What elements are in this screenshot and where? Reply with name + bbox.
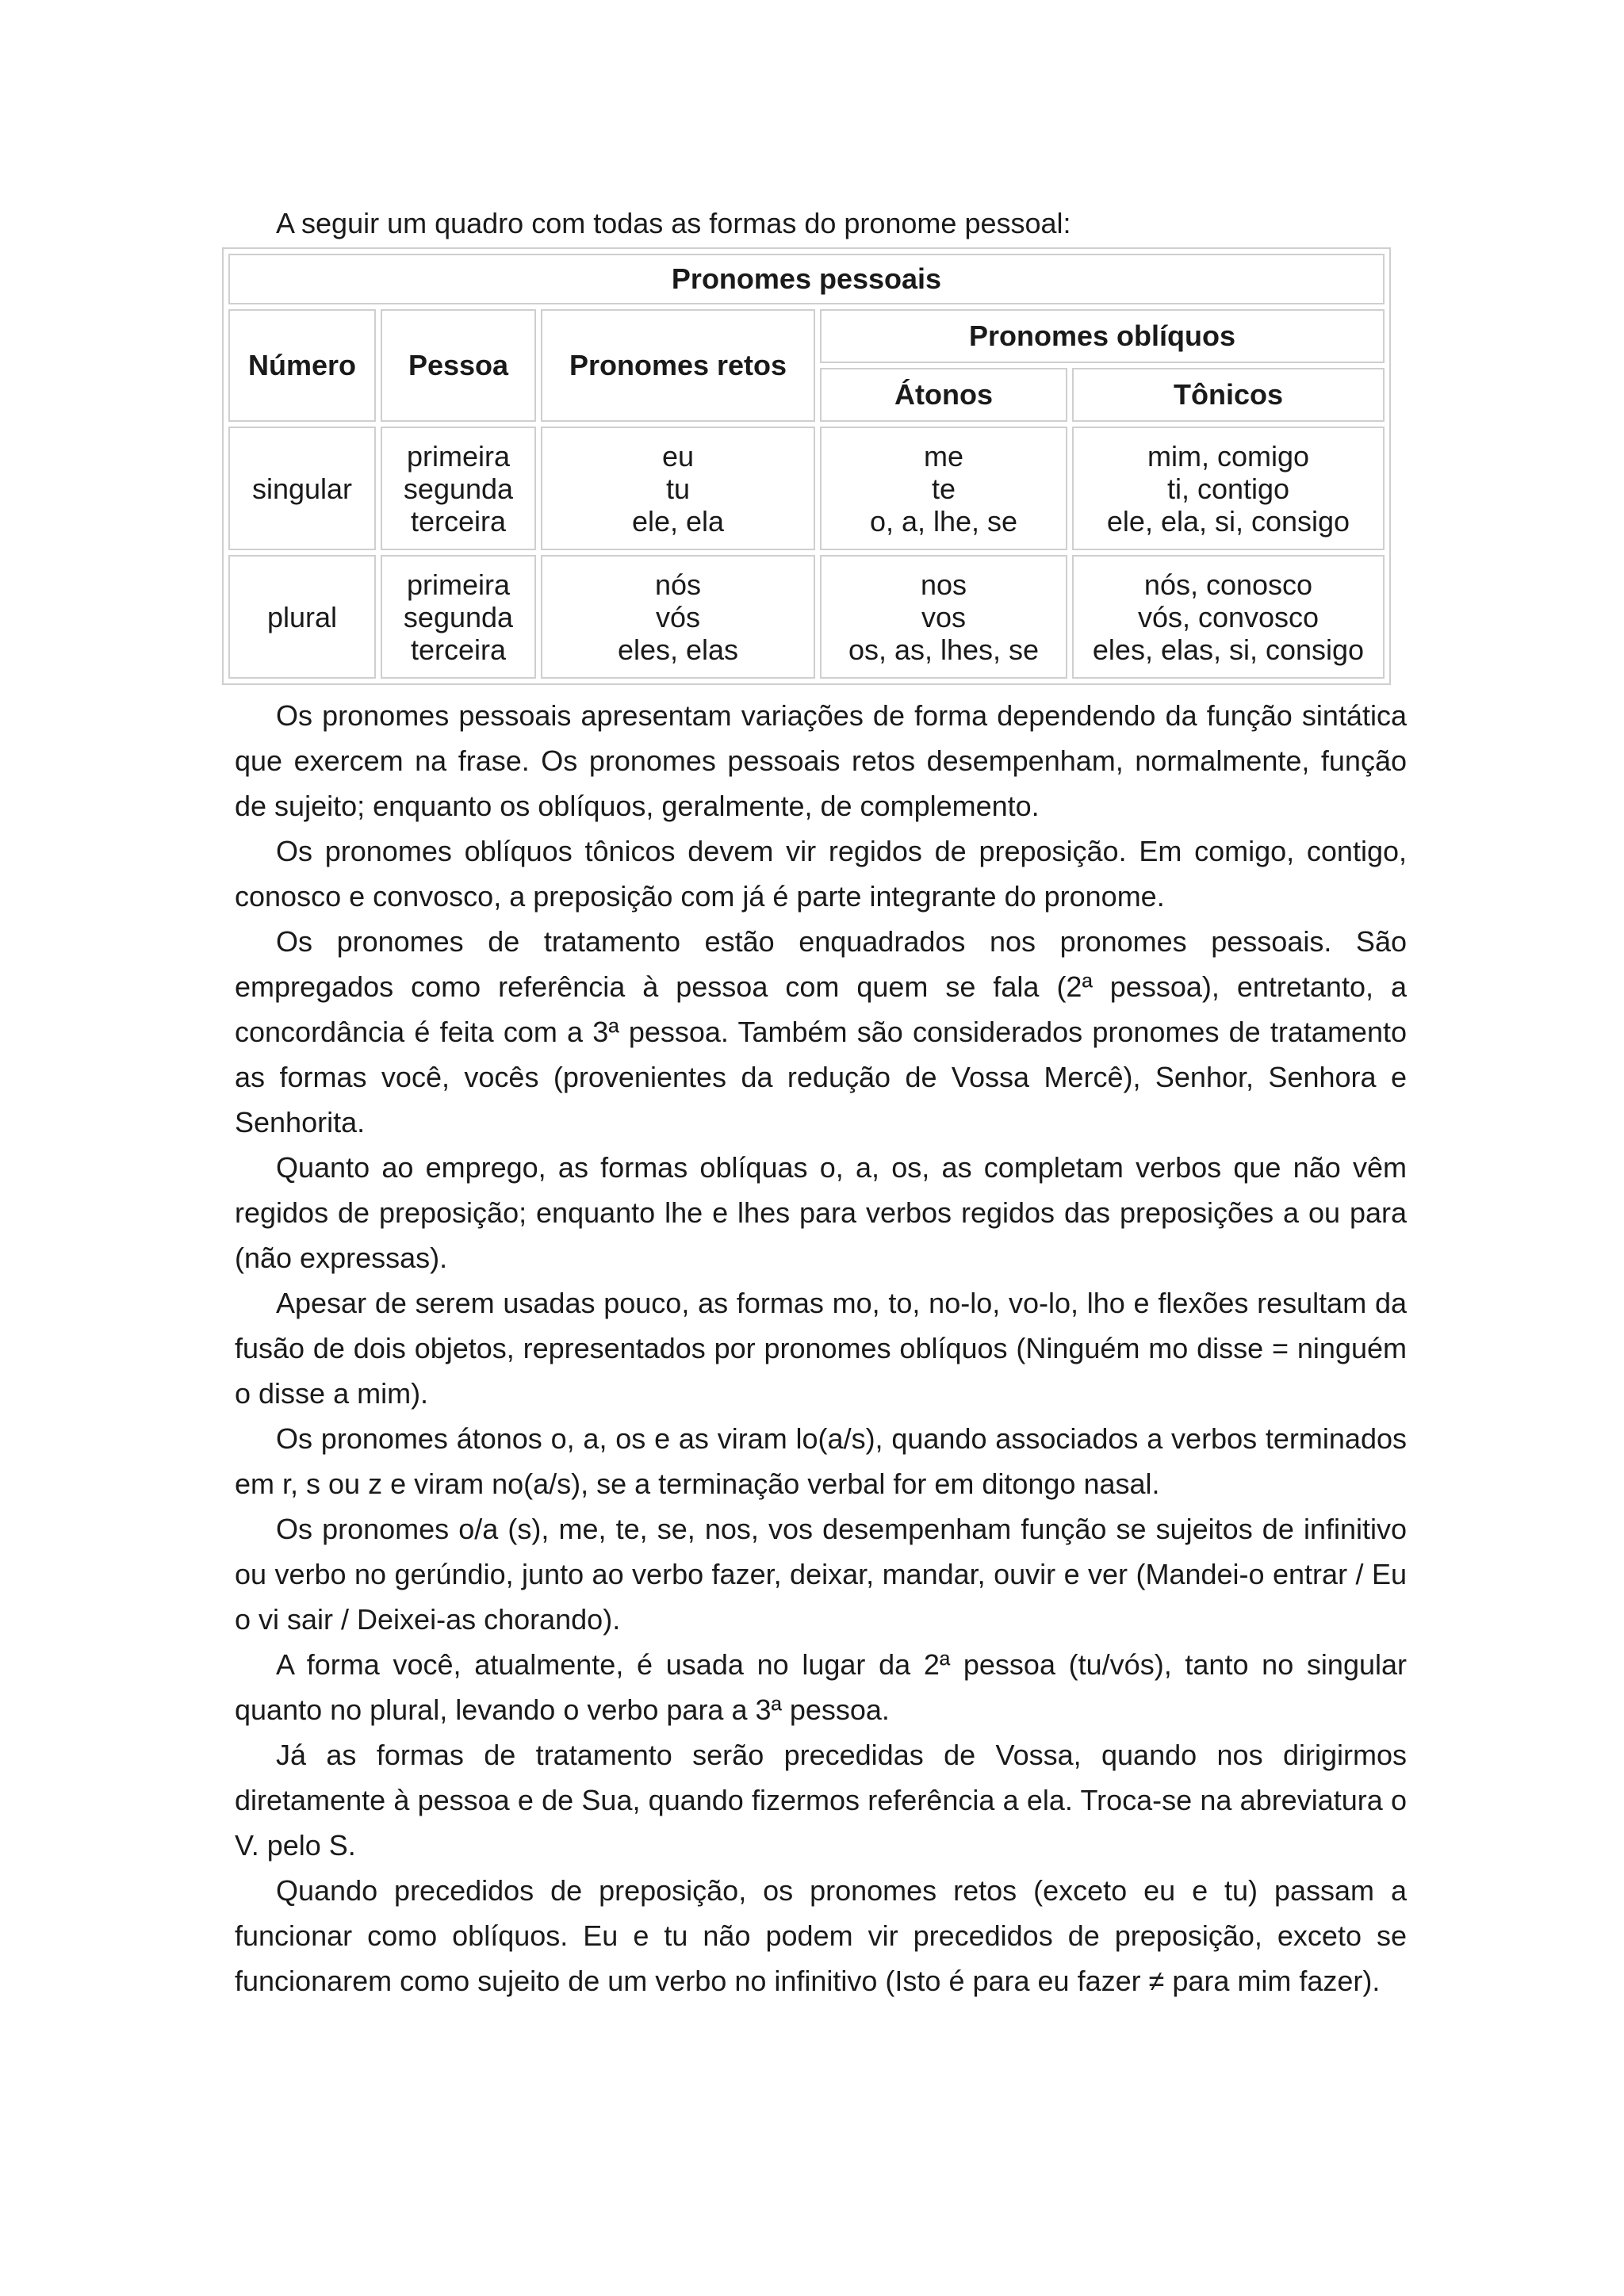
header-retos: Pronomes retos <box>541 309 815 422</box>
cell-line: ele, ela <box>631 504 725 538</box>
cell-line: nós, conosco <box>1143 568 1313 601</box>
cell-atonos <box>820 555 1067 679</box>
cell-numero: plural <box>228 555 376 679</box>
cell-line: vós, convosco <box>1137 600 1320 633</box>
paragraph: Os pronomes pessoais apresentam variações de forma dependendo da função sintática que exercem na frase. Os pronomes pessoais retos desempenham, normalmente, função de sujeito; enquanto os oblíquos, geralmente, de complemento. <box>235 699 1407 822</box>
table-row-plural <box>228 555 1385 679</box>
cell-line: te <box>931 472 956 505</box>
header-tonicos: Tônicos <box>1072 368 1385 422</box>
cell-pessoa <box>381 555 536 679</box>
cell-line: nos <box>920 568 967 601</box>
cell-line: segunda <box>403 600 514 633</box>
table-title: Pronomes pessoais <box>228 254 1385 304</box>
cell-retos <box>541 555 815 679</box>
cell-line: eu <box>661 439 695 473</box>
cell-line: me <box>923 439 963 473</box>
cell-line: nós <box>654 568 702 601</box>
cell-line: segunda <box>403 472 514 505</box>
cell-line: terceira <box>410 504 507 538</box>
paragraph: Os pronomes o/a (s), me, te, se, nos, vos desempenham função se sujeitos de infinitivo ou verbo no gerúndio, junto ao verbo fazer, deixar, mandar, ouvir e ver (Mandei-o entrar / Eu o vi sair / Deixei-as chorando). <box>235 1513 1407 1636</box>
cell-line: terceira <box>410 633 507 666</box>
cell-line: primeira <box>406 568 511 601</box>
cell-line: mim, comigo <box>1147 439 1310 473</box>
cell-retos <box>541 427 815 550</box>
paragraph: Os pronomes oblíquos tônicos devem vir regidos de preposição. Em comigo, contigo, conosco e convosco, a preposição com já é parte integrante do pronome. <box>235 835 1407 913</box>
paragraph: Apesar de serem usadas pouco, as formas mo, to, no-lo, vo-lo, lho e flexões resultam da fusão de dois objetos, representados por pronomes oblíquos (Ninguém mo disse = ninguém o disse a mim). <box>235 1287 1407 1410</box>
cell-tonicos <box>1072 555 1385 679</box>
cell-line: tu <box>665 472 691 505</box>
cell-line: ti, contigo <box>1166 472 1290 505</box>
header-atonos: Átonos <box>820 368 1067 422</box>
cell-line: o, a, lhe, se <box>869 504 1018 538</box>
intro-text: A seguir um quadro com todas as formas do pronome pessoal: <box>276 207 1071 239</box>
cell-line: eles, elas, si, consigo <box>1092 633 1365 666</box>
cell-tonicos <box>1072 427 1385 550</box>
cell-pessoa <box>381 427 536 550</box>
header-numero: Número <box>228 309 376 422</box>
cell-line: os, as, lhes, se <box>848 633 1040 666</box>
cell-line: vós <box>655 600 701 633</box>
paragraph: Quanto ao emprego, as formas oblíquas o, a, os, as completam verbos que não vêm regidos de preposição; enquanto lhe e lhes para verbos regidos das preposições a ou para (não expressas). <box>235 1151 1407 1274</box>
cell-numero: singular <box>228 427 376 550</box>
paragraph: Os pronomes átonos o, a, os e as viram lo(a/s), quando associados a verbos terminados em r, s ou z e viram no(a/s), se a terminação verbal for em ditongo nasal. <box>235 1422 1407 1500</box>
table-row-singular <box>228 427 1385 550</box>
document-page <box>235 203 1407 2003</box>
cell-line: ele, ela, si, consigo <box>1106 504 1350 538</box>
cell-line: vos <box>921 600 967 633</box>
paragraph: Quando precedidos de preposição, os pronomes retos (exceto eu e tu) passam a funcionar como oblíquos. Eu e tu não podem vir precedidos de preposição, exceto se funcionarem como sujeito de um verbo no infinitivo (Isto é para eu fazer ≠ para mim fazer). <box>235 1874 1407 1997</box>
cell-line: eles, elas <box>617 633 739 666</box>
header-obliquos: Pronomes oblíquos <box>820 309 1385 363</box>
paragraph: Os pronomes de tratamento estão enquadrados nos pronomes pessoais. São empregados como referência à pessoa com quem se fala (2ª pessoa), entretanto, a concordância é feita com a 3ª pessoa. Também são considerados pronomes de tratamento as formas você, vocês (provenientes da redução de Vossa Mercê), Senhor, Senhora e Senhorita. <box>235 925 1407 1138</box>
cell-atonos <box>820 427 1067 550</box>
paragraph: Já as formas de tratamento serão precedidas de Vossa, quando nos dirigirmos diretamente à pessoa e de Sua, quando fizermos referência a ela. Troca-se na abreviatura o V. pelo S. <box>235 1739 1407 1862</box>
header-pessoa: Pessoa <box>381 309 536 422</box>
body-text <box>235 693 1407 2003</box>
cell-line: primeira <box>406 439 511 473</box>
pronouns-table <box>222 247 1391 685</box>
paragraph: A forma você, atualmente, é usada no lugar da 2ª pessoa (tu/vós), tanto no singular quanto no plural, levando o verbo para a 3ª pessoa. <box>235 1648 1407 1726</box>
